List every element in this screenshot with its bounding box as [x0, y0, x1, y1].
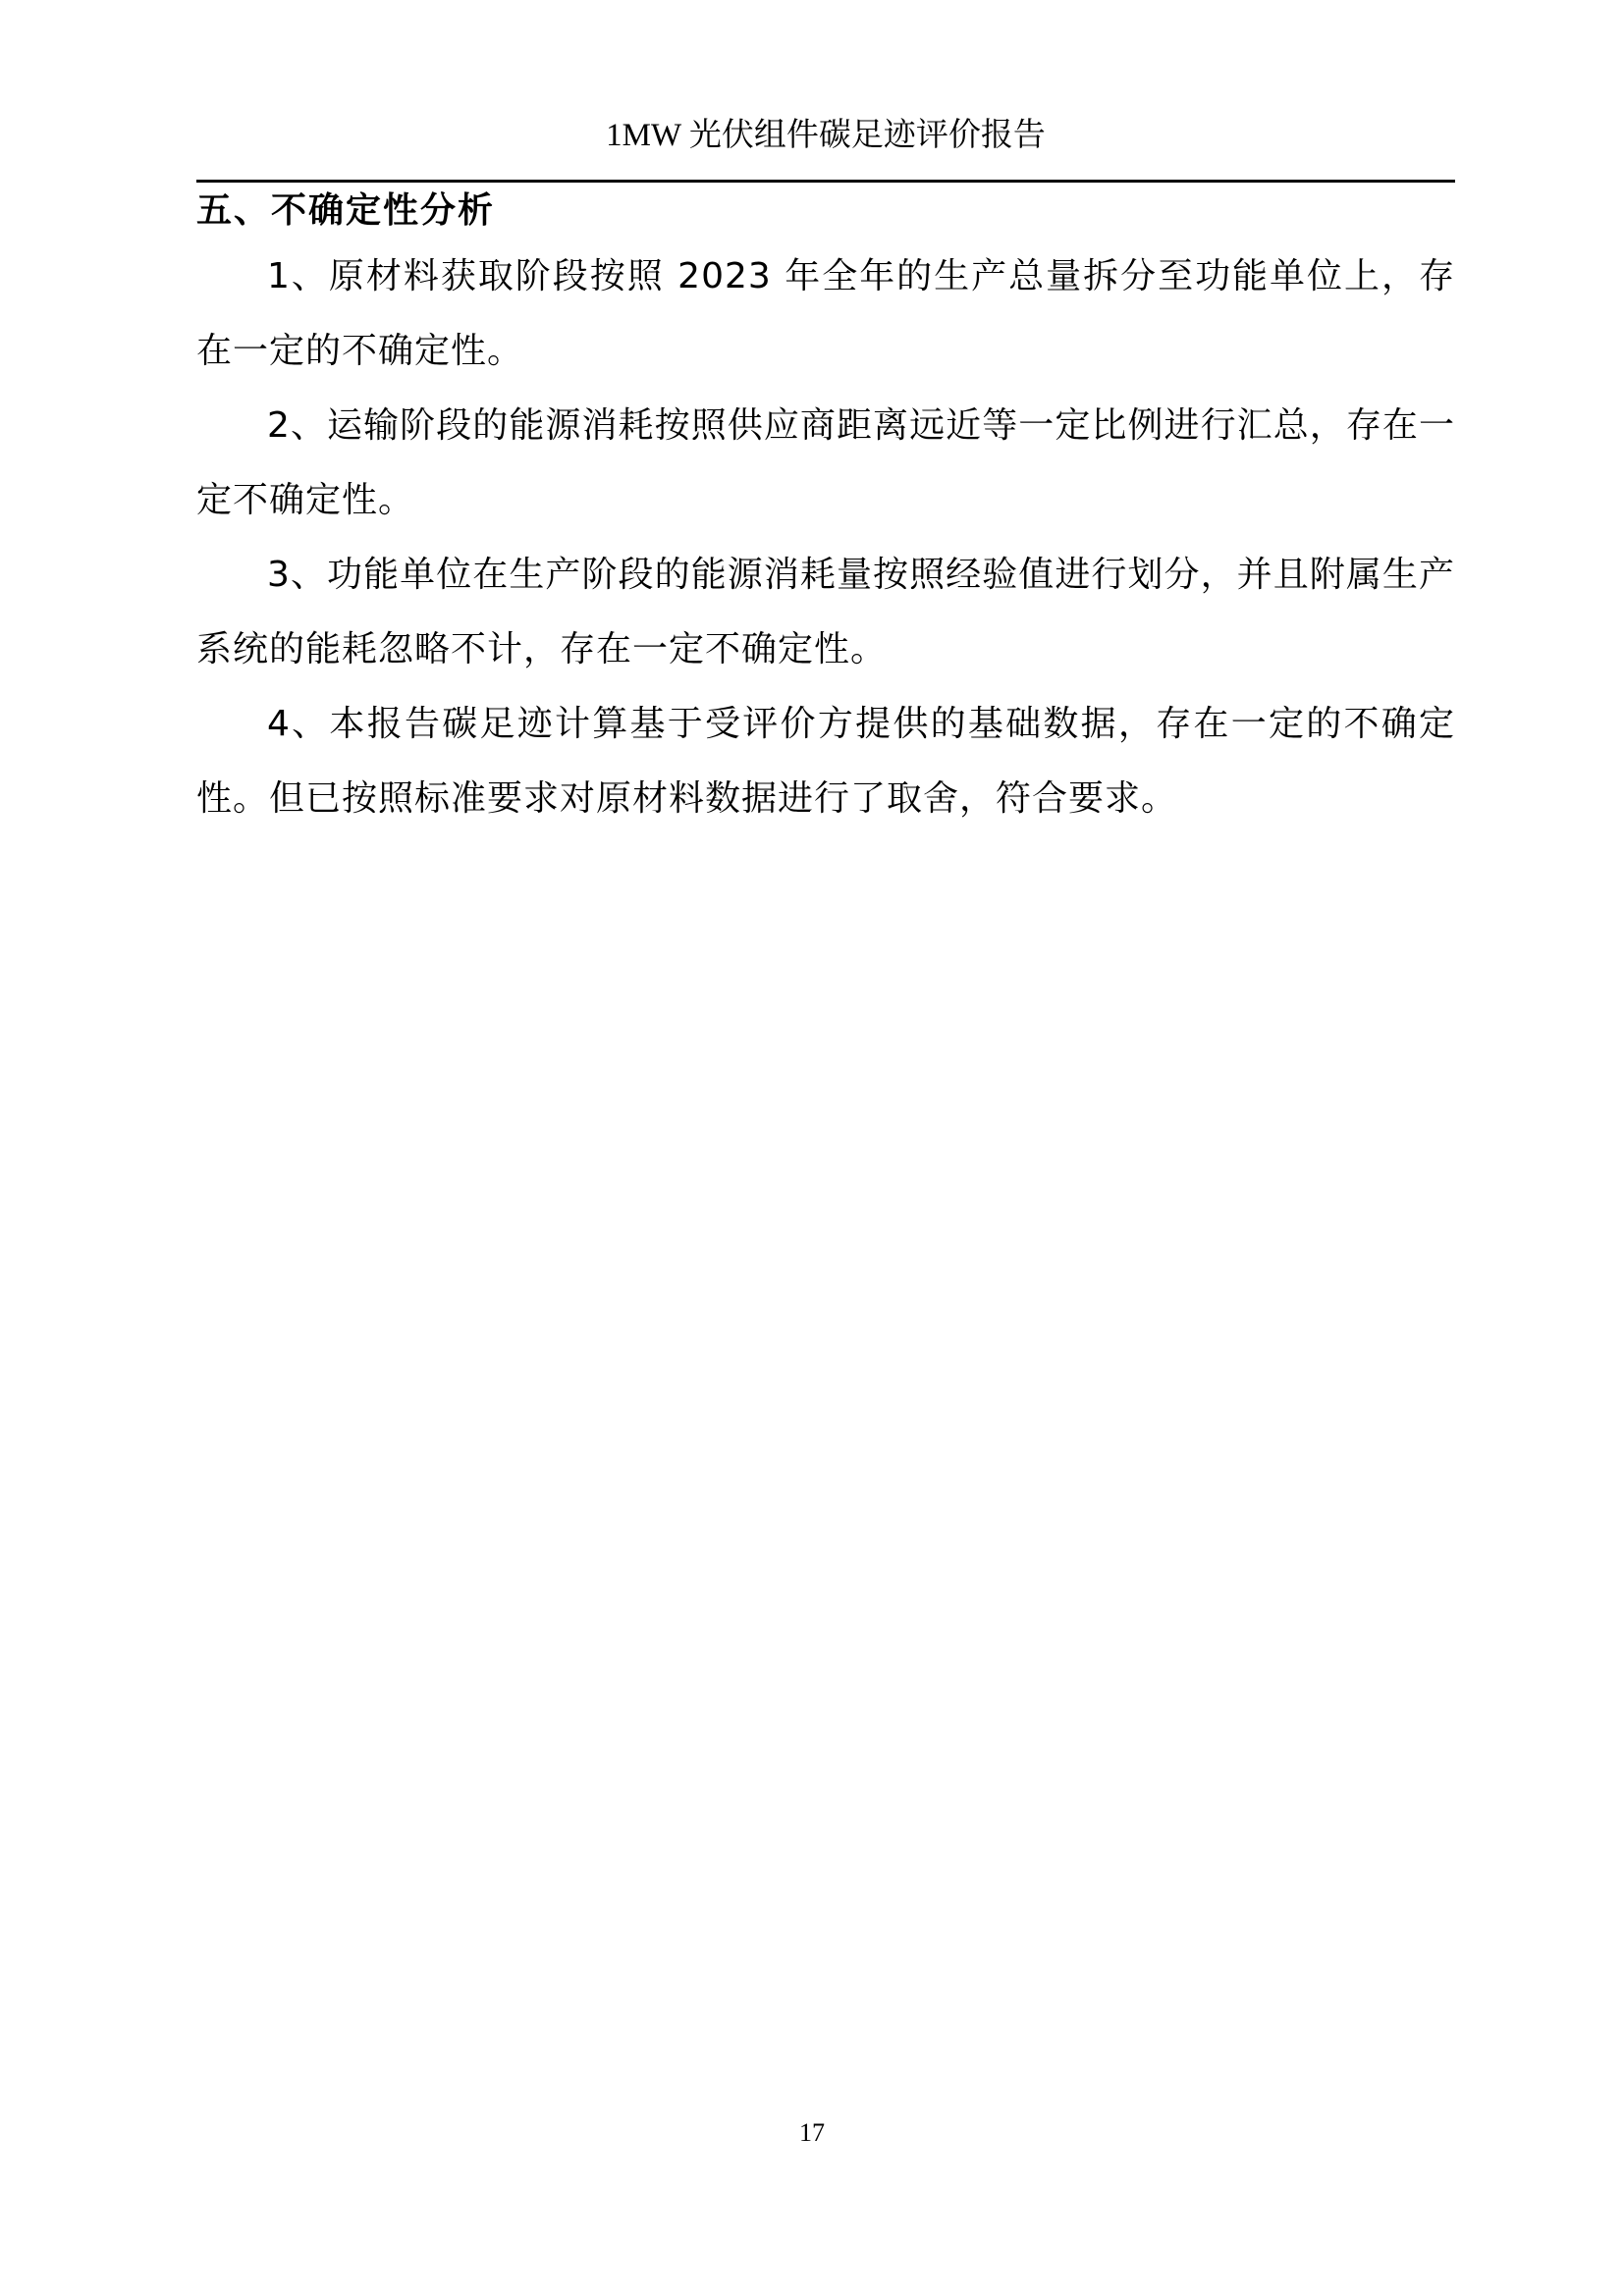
document-body	[196, 183, 1455, 836]
paragraph-4: 4、本报告碳足迹计算基于受评价方提供的基础数据，存在一定的不确定性。但已按照标准要求对原材料数据进行了取舍，符合要求。	[196, 704, 1455, 819]
paragraph-1: 1、原材料获取阶段按照 2023 年全年的生产总量拆分至功能单位上，存在一定的不确定性。	[196, 256, 1455, 371]
paragraph-2: 2、运输阶段的能源消耗按照供应商距离远近等一定比例进行汇总，存在一定不确定性。	[196, 405, 1455, 520]
paragraph-3: 3、功能单位在生产阶段的能源消耗量按照经验值进行划分，并且附属生产系统的能耗忽略不计，存在一定不确定性。	[196, 555, 1455, 669]
page-number: 17	[799, 2118, 825, 2147]
running-header: 1MW 光伏组件碳足迹评价报告	[606, 118, 1046, 153]
section-heading: 五、不确定性分析	[196, 190, 496, 231]
